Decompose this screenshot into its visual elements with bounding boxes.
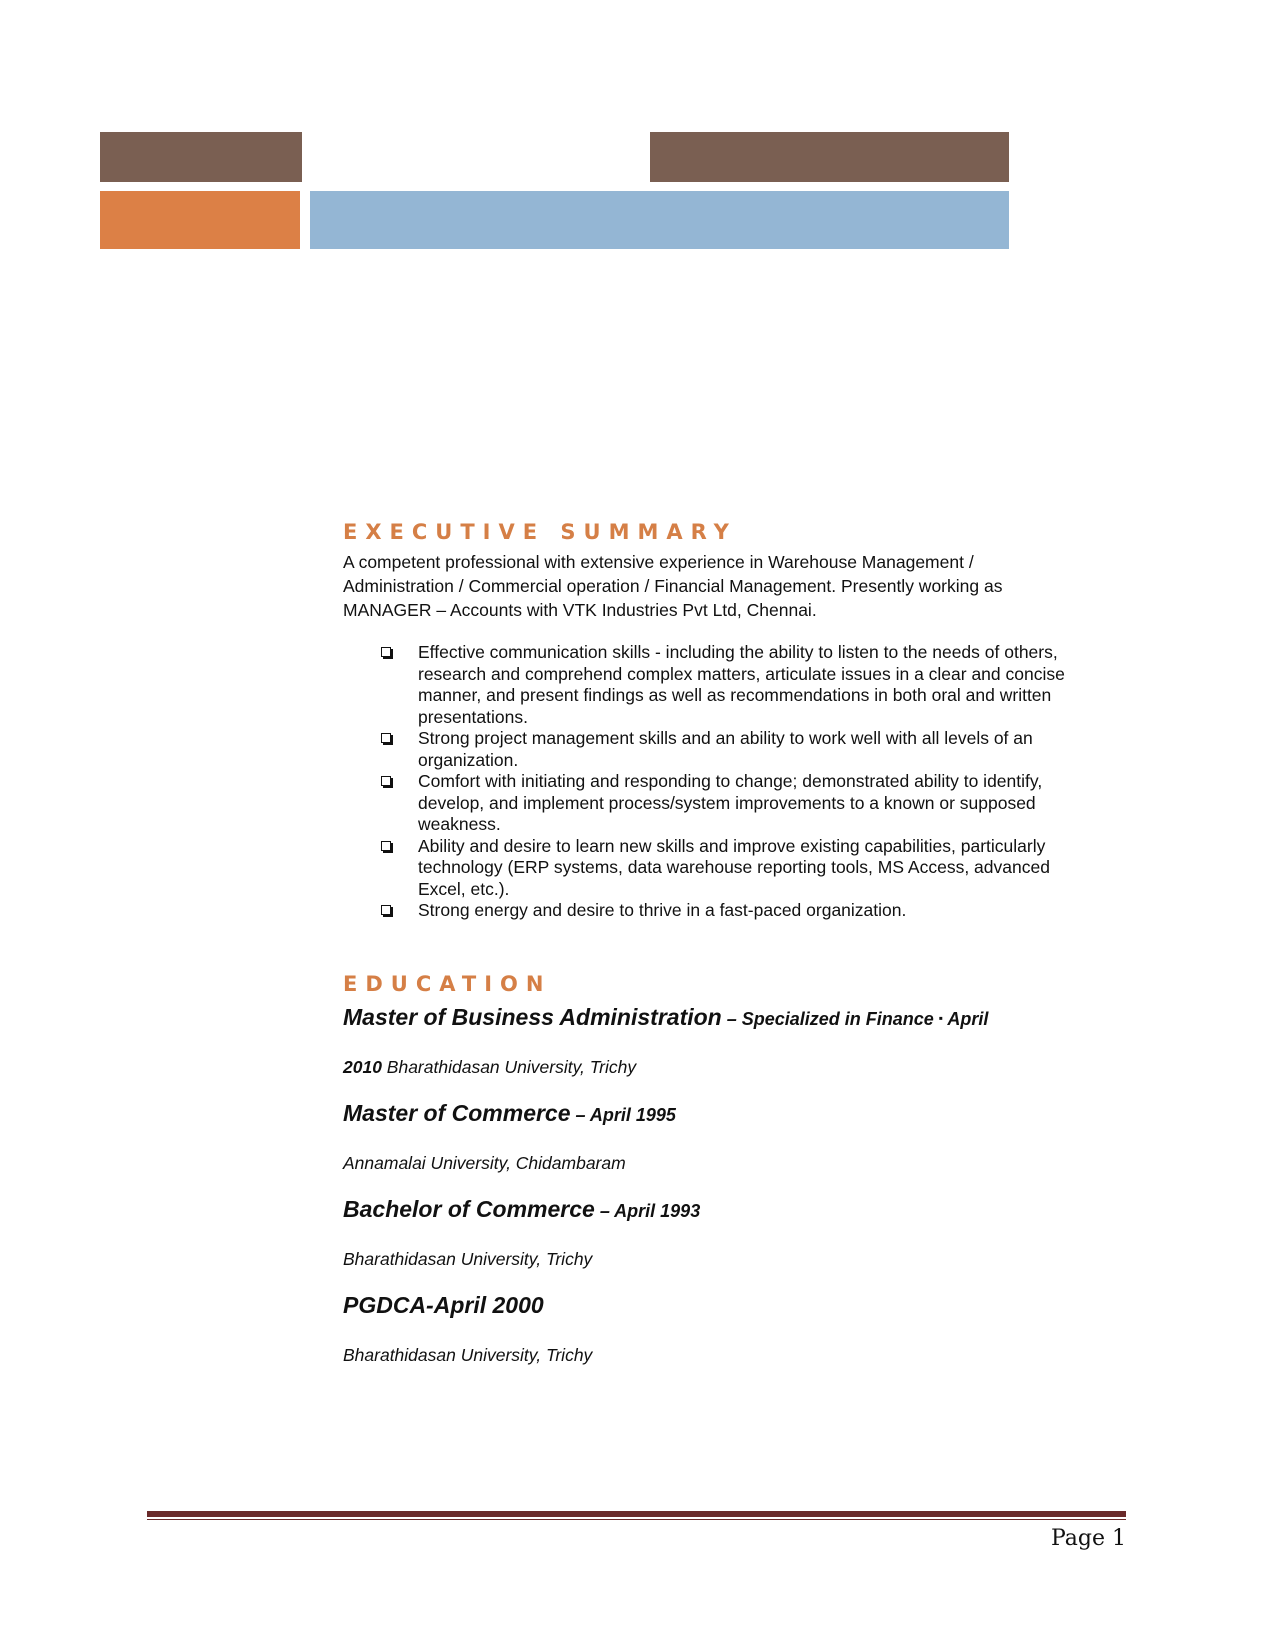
degree-pgdca [343,1290,1083,1366]
checkbox-square-icon [381,733,391,743]
degree-title [343,1194,1083,1228]
degree-detail: – April 1995 [570,1104,676,1125]
header-blue-block [310,191,1009,249]
degree-year: 2010 [343,1056,382,1077]
footer-rule [147,1511,1126,1517]
degree-name: PGDCA-April 2000 [343,1291,544,1318]
checkbox-square-icon [381,841,391,851]
skill-item [381,728,1081,771]
degree-university: Bharathidasan University, Trichy [343,1344,593,1365]
degree-title [343,1098,1083,1132]
skill-text: Ability and desire to learn new skills and improve existing capabilities, particularly technology (ERP systems, data warehouse reporting tools, MS Access, advanced Excel, etc.). [418,835,1050,899]
education-heading: EDUCATION [343,971,552,996]
degree-name: Master of Commerce [343,1099,571,1126]
skill-text: Effective communication skills - including the ability to listen to the needs of others, research and comprehend complex matters, articulate issues in a clear and concise manner, and present findings as well as recommendations in both oral and written presentations. [418,642,1065,727]
degree-university [343,1056,1083,1078]
degree-name: Master of Business Administration [343,1003,722,1030]
executive-summary-heading: EXECUTIVE SUMMARY [343,520,737,544]
degree-detail-end: April [943,1008,989,1029]
degree-bcom [343,1194,1083,1270]
checkbox-square-icon [381,776,391,786]
skill-item [381,642,1081,728]
degree-title [343,1290,1083,1324]
skill-text: Strong project management skills and an ability to work well with all levels of an organization. [418,728,1033,770]
page-number: Page 1 [1050,1526,1126,1551]
header-orange-block [100,191,300,249]
degree-mba [343,1002,1083,1078]
skill-item [381,900,1081,922]
skills-list [343,642,1081,922]
executive-summary-text: A competent professional with extensive experience in Warehouse Management / Administration / Commercial operation / Financial Management. Presently working as MANAGER – Accounts with VTK Industries Pvt Ltd, Chennai. [343,552,1003,620]
square-bullet-icon: ▪ [938,1010,944,1025]
checkbox-square-icon [381,647,391,657]
checkbox-square-icon [381,905,391,915]
skill-text: Strong energy and desire to thrive in a fast-paced organization. [418,900,907,920]
degree-mcom [343,1098,1083,1174]
degree-detail: – April 1993 [594,1200,701,1221]
degree-title [343,1002,1083,1036]
header-brown-block-right [650,132,1009,182]
skill-item [381,836,1081,901]
degree-name: Bachelor of Commerce [343,1195,595,1222]
header-brown-block-left [100,132,302,182]
resume-content [343,518,1083,1366]
degree-university: Annamalai University, Chidambaram [343,1152,626,1173]
skill-item [381,771,1081,836]
degree-university: Bharathidasan University, Trichy [343,1248,593,1269]
degree-detail: – Specialized in Finance [721,1008,939,1029]
skill-text: Comfort with initiating and responding to change; demonstrated ability to identify, develop, and implement process/system improvements to a known or supposed weakness. [418,771,1043,834]
footer-rule-thin [147,1519,1126,1520]
university-name: Bharathidasan University, Trichy [381,1056,637,1077]
